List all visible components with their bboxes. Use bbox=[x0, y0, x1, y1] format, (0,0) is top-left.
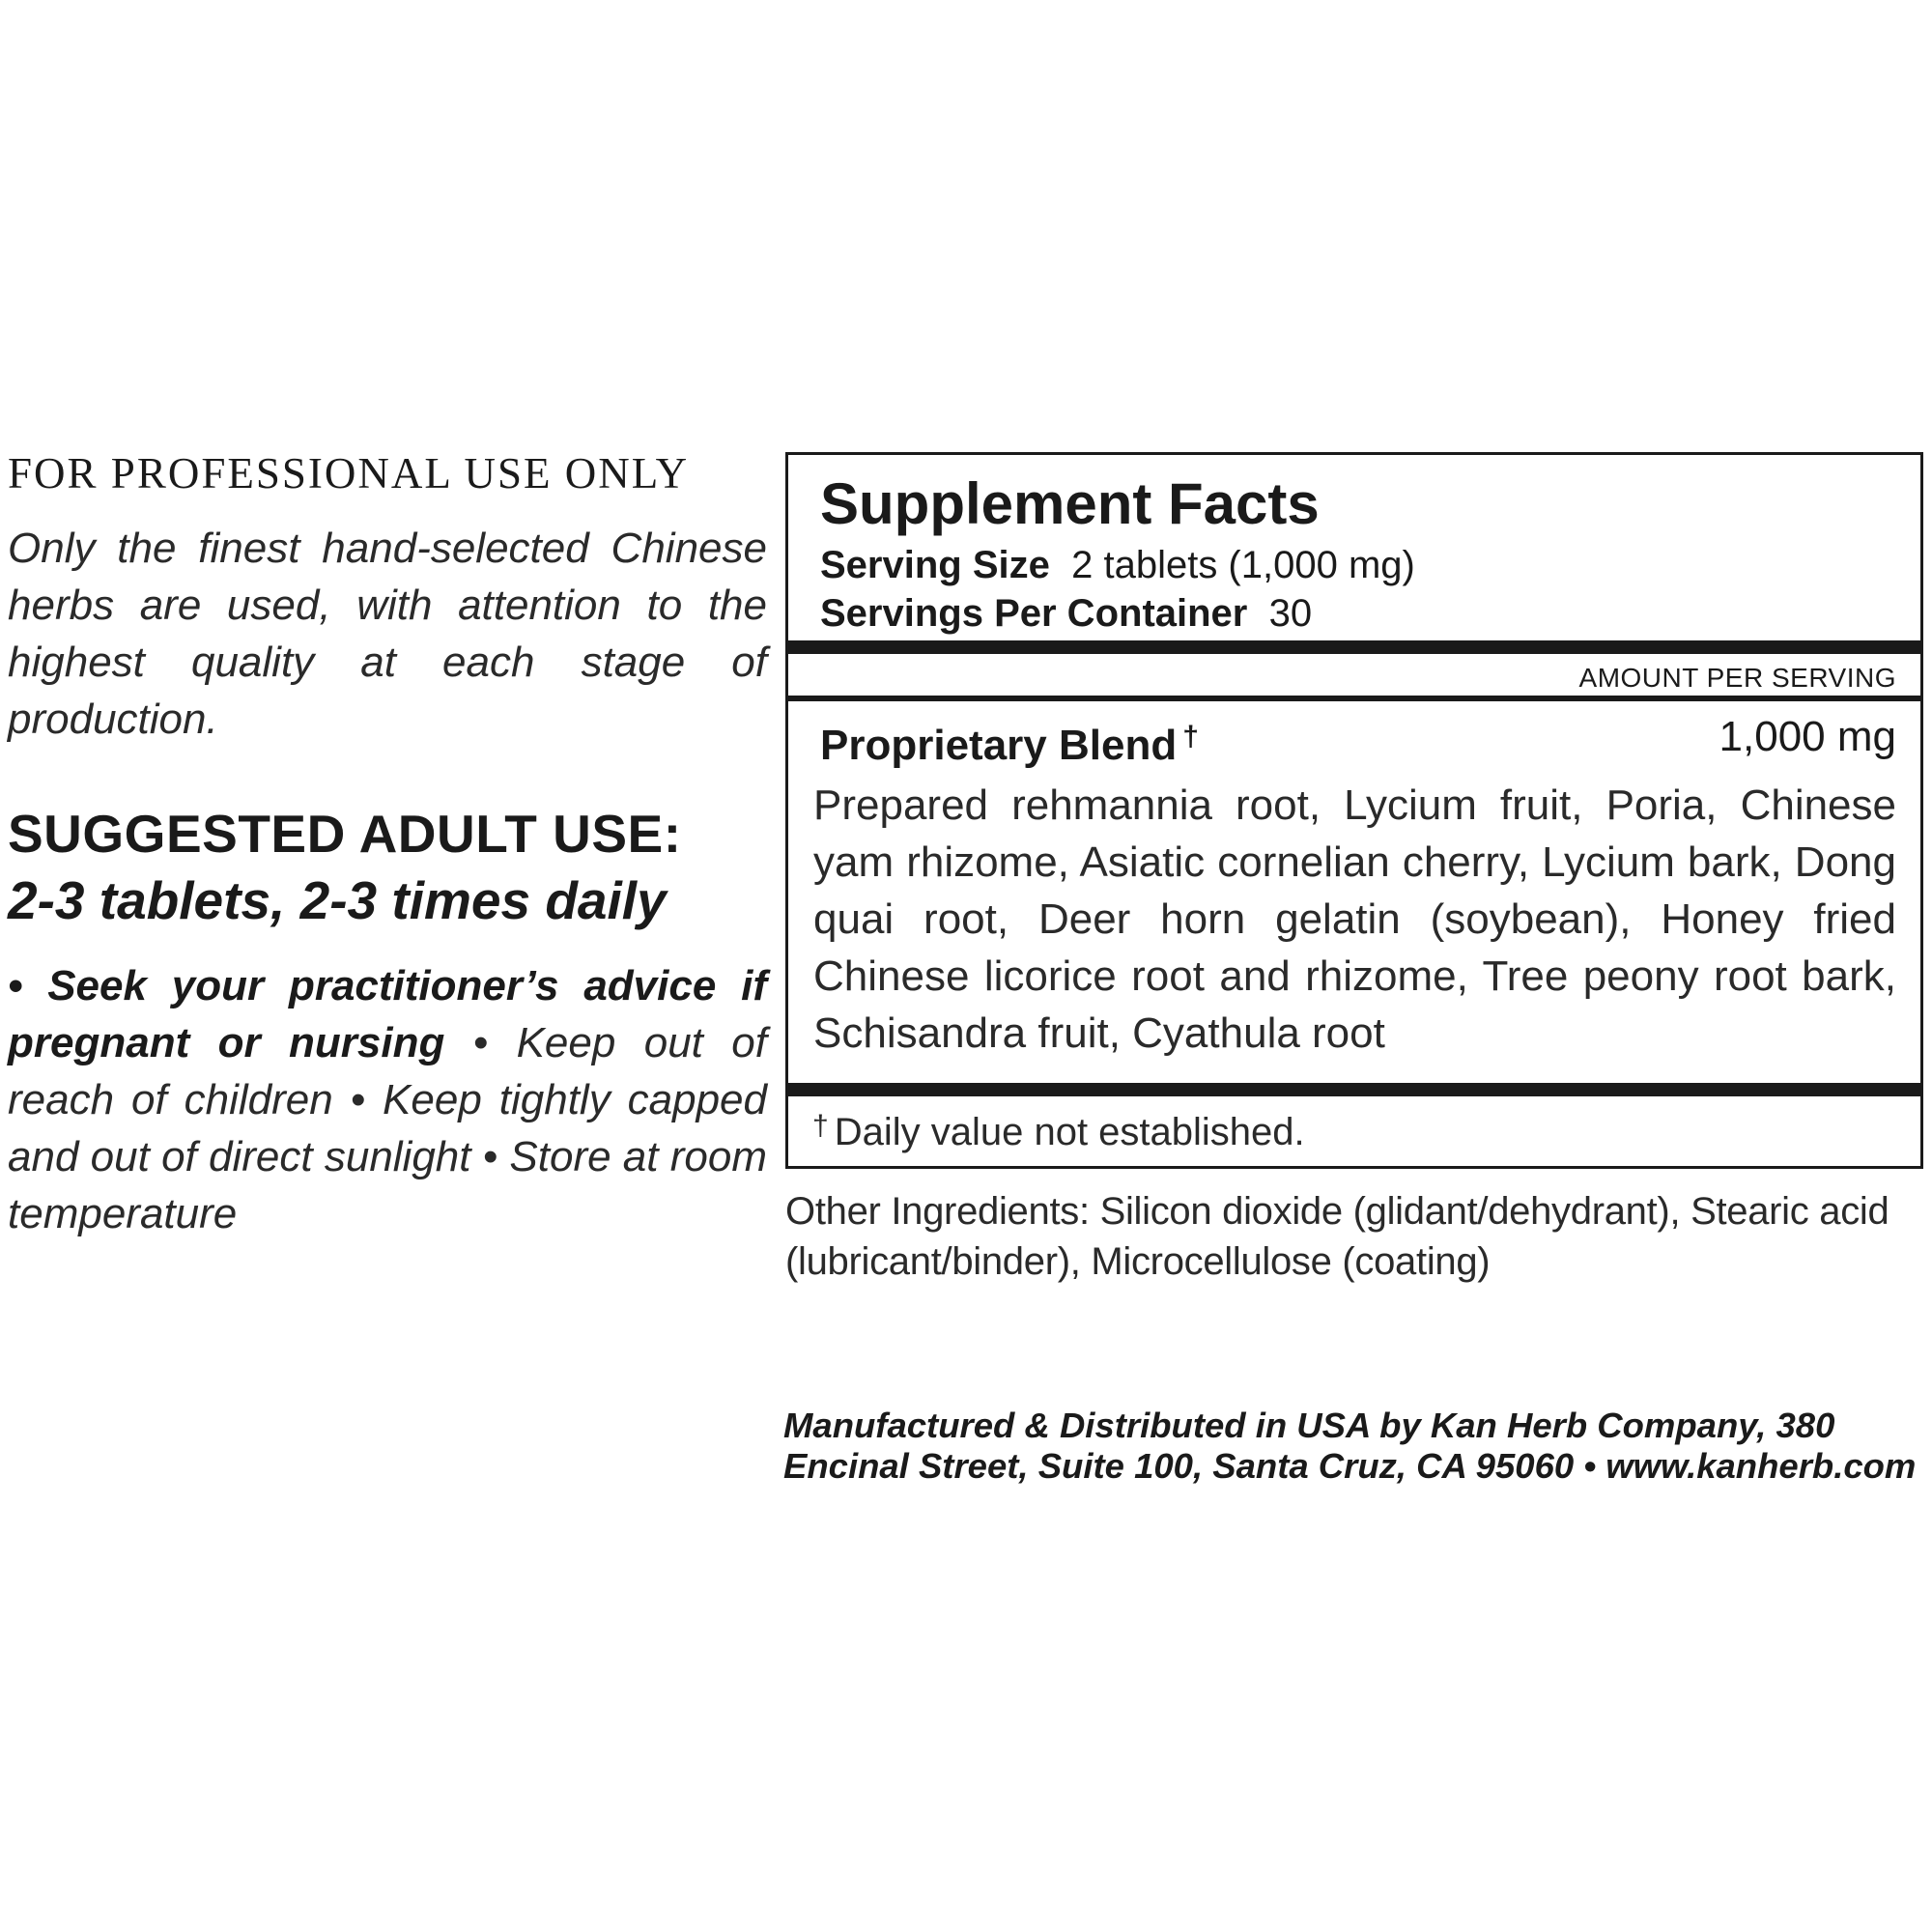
warnings-text bbox=[8, 957, 767, 1242]
blend-amount: 1,000 mg bbox=[1719, 713, 1896, 760]
proprietary-blend-row bbox=[820, 711, 1896, 769]
manufacturer-info bbox=[783, 1406, 1928, 1487]
footnote-dagger: † bbox=[812, 1110, 829, 1142]
intro-text: Only the finest hand-selected Chinese herbs are used, with attention to the highest quality at each stage of production. bbox=[8, 525, 767, 743]
warning-practitioner: • Seek your practitioner’s advice if pregnant or nursing bbox=[8, 962, 767, 1066]
blend-dagger: † bbox=[1182, 721, 1199, 753]
suggested-use-dose: 2-3 tablets, 2-3 times daily bbox=[8, 870, 667, 930]
servings-per-container-value: 30 bbox=[1268, 592, 1313, 635]
professional-use-notice: FOR PROFESSIONAL USE ONLY bbox=[8, 449, 690, 497]
footnote-text: Daily value not established. bbox=[834, 1111, 1305, 1153]
suggested-use-heading: SUGGESTED ADULT USE: bbox=[8, 804, 682, 864]
daily-value-footnote bbox=[812, 1102, 1305, 1156]
serving-size-value: 2 tablets (1,000 mg) bbox=[1071, 544, 1415, 586]
manufacturer-line-1: Manufactured & Distributed in USA by Kan Herb Company, 380 bbox=[783, 1406, 1835, 1445]
manufacturer-line-2: Encinal Street, Suite 100, Santa Cruz, CA 95060 • www.kanherb.com bbox=[783, 1446, 1917, 1486]
serving-size-row bbox=[820, 542, 1415, 588]
blend-ingredients-list: Prepared rehmannia root, Lycium fruit, Poria, Chinese yam rhizome, Asiatic cornelian cherry, Lycium bark, Dong quai root, Deer horn gelatin (soybean), Honey fried Chinese licorice root and rhizome, Tree peony root bark, Schisandra fruit, Cyathula root bbox=[813, 781, 1896, 1057]
warning-others: • Keep out of reach of children • Keep tightly capped and out of direct sunlight • Store at room temperature bbox=[8, 1019, 767, 1237]
servings-per-container-row bbox=[820, 590, 1312, 637]
blend-name: Proprietary Blend bbox=[820, 722, 1178, 769]
serving-size-label: Serving Size bbox=[820, 544, 1050, 586]
other-ingredients: Other Ingredients: Silicon dioxide (glidant/dehydrant), Stearic acid (lubricant/binder), Microcellulose (coating) bbox=[785, 1190, 1889, 1283]
supplement-facts-panel bbox=[785, 452, 1923, 1169]
thin-divider bbox=[788, 696, 1920, 701]
thick-divider-top bbox=[788, 640, 1920, 654]
thick-divider-bottom bbox=[788, 1083, 1920, 1096]
amount-per-serving-header: AMOUNT PER SERVING bbox=[1578, 663, 1896, 693]
blend-name-cell bbox=[820, 711, 1199, 772]
servings-per-container-label: Servings Per Container bbox=[820, 592, 1248, 635]
label-left-column bbox=[8, 446, 767, 1242]
supplement-facts-title: Supplement Facts bbox=[820, 471, 1320, 536]
